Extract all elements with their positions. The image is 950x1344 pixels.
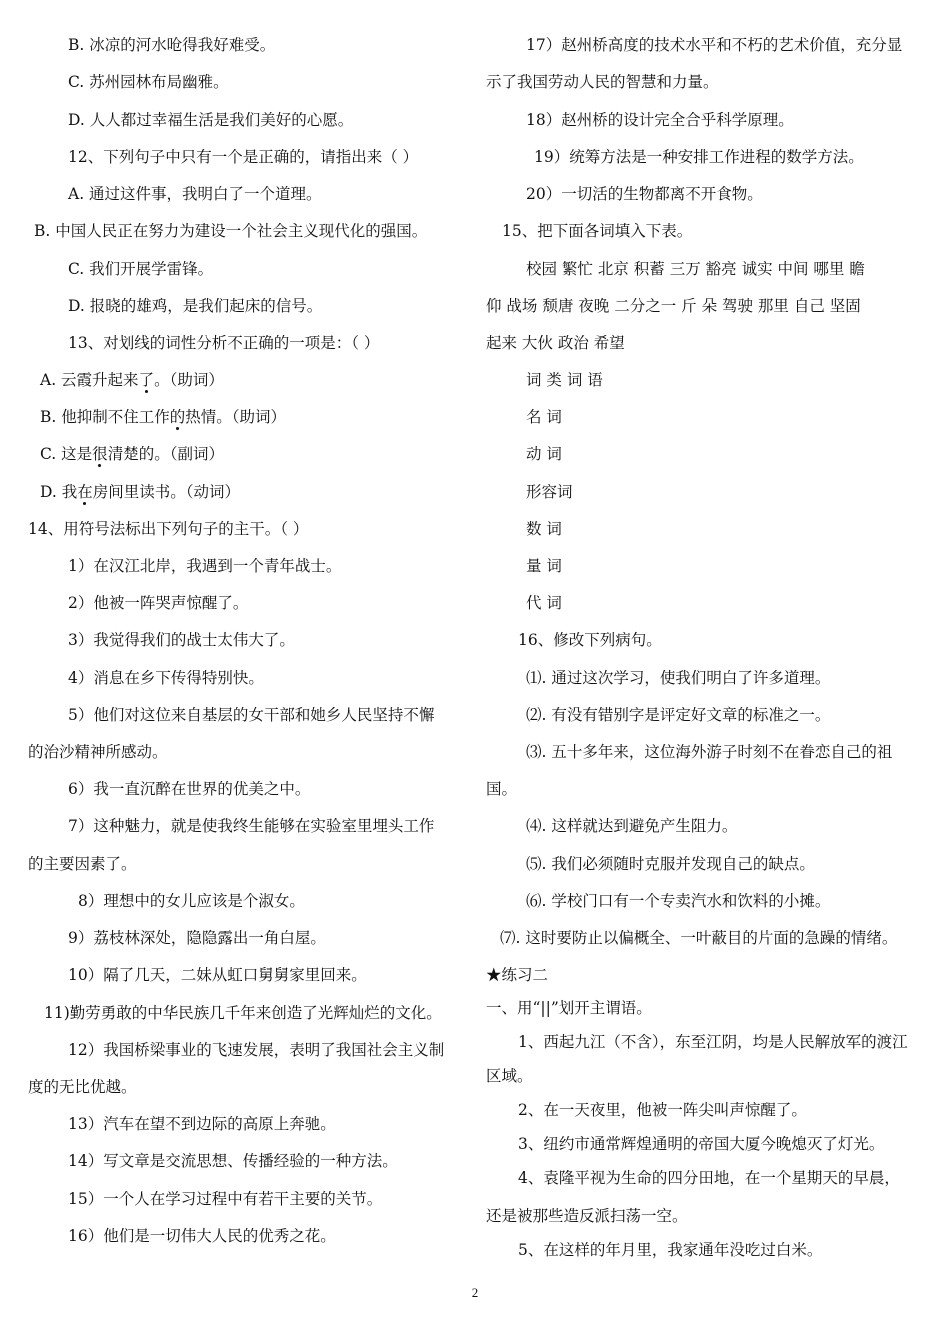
left-column-line: 3）我觉得我们的战士太伟大了。 [68, 631, 295, 649]
left-column-line: 5）他们对这位来自基层的女干部和她乡人民坚持不懈 [68, 706, 435, 724]
right-column-line: ★练习二 [486, 966, 549, 984]
left-column-line: D. 我在房间里读书。（动词） [40, 483, 241, 501]
left-column-line: C. 这是很清楚的。（副词） [40, 445, 224, 463]
right-column-line: 形容词 [526, 483, 573, 501]
right-column-line: 动 词 [526, 445, 562, 463]
right-column-line: 起来 大伙 政治 希望 [486, 334, 625, 352]
right-column-line: 仰 战场 颓唐 夜晚 二分之一 斤 朵 驾驶 那里 自己 坚固 [486, 297, 861, 315]
left-column-line: 1）在汉江北岸，我遇到一个青年战士。 [68, 557, 342, 575]
right-column-line: 15、把下面各词填入下表。 [502, 222, 693, 240]
right-column-line: 词 类 词 语 [526, 371, 603, 389]
left-column-line: 14、用符号法标出下列句子的主干。（ ） [28, 520, 309, 538]
left-column-line: 8）理想中的女儿应该是个淑女。 [78, 892, 305, 910]
right-column-line: 19）统筹方法是一种安排工作进程的数学方法。 [534, 148, 864, 166]
right-column-line: 17）赵州桥高度的技术水平和不朽的艺术价值，充分显 [526, 36, 903, 54]
left-column-line: 6）我一直沉醉在世界的优美之中。 [68, 780, 311, 798]
right-column-line: 还是被那些造反派扫荡一空。 [486, 1207, 688, 1225]
left-column-line: 12）我国桥梁事业的飞速发展，表明了我国社会主义制 [68, 1041, 445, 1059]
right-column-line: ⑹. 学校门口有一个专卖汽水和饮料的小摊。 [526, 892, 831, 910]
right-column-line: 校园 繁忙 北京 积蓄 三万 豁亮 诚实 中间 哪里 瞻 [526, 260, 865, 278]
right-column-line: 量 词 [526, 557, 562, 575]
left-column-line: 2）他被一阵哭声惊醒了。 [68, 594, 249, 612]
left-column-line: 10）隔了几天，二妹从虹口舅舅家里回来。 [68, 966, 367, 984]
right-column-line: ⑶. 五十多年来，这位海外游子时刻不在眷恋自己的祖 [526, 743, 893, 761]
right-column-line: 18）赵州桥的设计完全合乎科学原理。 [526, 111, 794, 129]
left-column-line: D. 人人都过幸福生活是我们美好的心愿。 [68, 111, 354, 129]
right-column-line: 5、在这样的年月里，我家通年没吃过白米。 [518, 1241, 823, 1259]
left-column-line: 14）写文章是交流思想、传播经验的一种方法。 [68, 1152, 398, 1170]
right-column-line: 2、在一天夜里，他被一阵尖叫声惊醒了。 [518, 1101, 807, 1119]
left-column-line: 9）荔枝林深处，隐隐露出一角白屋。 [68, 929, 326, 947]
emphasis-dot-mark: 在 [77, 483, 93, 501]
right-column-line: 代 词 [526, 594, 562, 612]
right-column-line: ⑴. 通过这次学习，使我们明白了许多道理。 [526, 669, 831, 687]
emphasis-dot-mark: 的 [169, 408, 186, 426]
emphasis-dot-mark: 了 [138, 371, 155, 389]
left-column-line: 13）汽车在望不到边际的高原上奔驰。 [68, 1115, 336, 1133]
left-column-line: 的主要因素了。 [28, 855, 137, 873]
right-column-line: 16、修改下列病句。 [518, 631, 662, 649]
right-column-line: 名 词 [526, 408, 562, 426]
right-column-line: ⑸. 我们必须随时克服并发现自己的缺点。 [526, 855, 815, 873]
right-column-line: 国。 [486, 780, 518, 798]
left-column-line: B. 冰凉的河水呛得我好难受。 [68, 36, 276, 54]
right-column-line: 4、袁隆平视为生命的四分田地，在一个星期天的早晨， [518, 1169, 900, 1187]
page-number: 2 [471, 1285, 479, 1300]
left-column-line: 15）一个人在学习过程中有若干主要的关节。 [68, 1190, 383, 1208]
left-column-line: 11)勤劳勇敢的中华民族几千年来创造了光辉灿烂的文化。 [44, 1004, 442, 1022]
emphasis-dot-mark: 很 [92, 445, 108, 463]
left-column-line: A. 云霞升起来了。（助词） [40, 371, 224, 389]
left-column-line: 16）他们是一切伟大人民的优秀之花。 [68, 1227, 336, 1245]
left-column-line: 12、下列句子中只有一个是正确的，请指出来（ ） [68, 148, 419, 166]
left-column-line: C. 苏州园林布局幽雅。 [68, 73, 229, 91]
left-column-line: 4）消息在乡下传得特别快。 [68, 669, 264, 687]
left-column-line: A. 通过这件事，我明白了一个道理。 [68, 185, 322, 203]
left-column-line: 13、对划线的词性分析不正确的一项是：（ ） [68, 334, 380, 352]
right-column-line: 20）一切活的生物都离不开食物。 [526, 185, 763, 203]
left-column-line: B. 他抑制不住工作的热情。（助词） [40, 408, 287, 426]
left-column-line: B. 中国人民正在努力为建设一个社会主义现代化的强国。 [34, 222, 428, 240]
right-column-line: ⑷. 这样就达到避免产生阻力。 [526, 817, 738, 835]
right-column-line: ⑺. 这时要防止以偏概全、一叶蔽目的片面的急躁的情绪。 [500, 929, 898, 947]
left-column-line: 度的无比优越。 [28, 1078, 137, 1096]
right-column-line: 一、用“||”划开主谓语。 [486, 999, 652, 1017]
right-column-line: ⑵. 有没有错别字是评定好文章的标准之一。 [526, 706, 831, 724]
left-column-line: 7）这种魅力，就是使我终生能够在实验室里埋头工作 [68, 817, 435, 835]
right-column-line: 3、纽约市通常辉煌通明的帝国大厦今晚熄灭了灯光。 [518, 1135, 885, 1153]
right-column-line: 数 词 [526, 520, 562, 538]
right-column-line: 示了我国劳动人民的智慧和力量。 [486, 73, 719, 91]
right-column-line: 区域。 [486, 1067, 533, 1085]
left-column-line: D. 报晓的雄鸡，是我们起床的信号。 [68, 297, 323, 315]
left-column-line: C. 我们开展学雷锋。 [68, 260, 214, 278]
right-column-line: 1、西起九江（不含），东至江阴，均是人民解放军的渡江 [518, 1033, 908, 1051]
left-column-line: 的治沙精神所感动。 [28, 743, 168, 761]
